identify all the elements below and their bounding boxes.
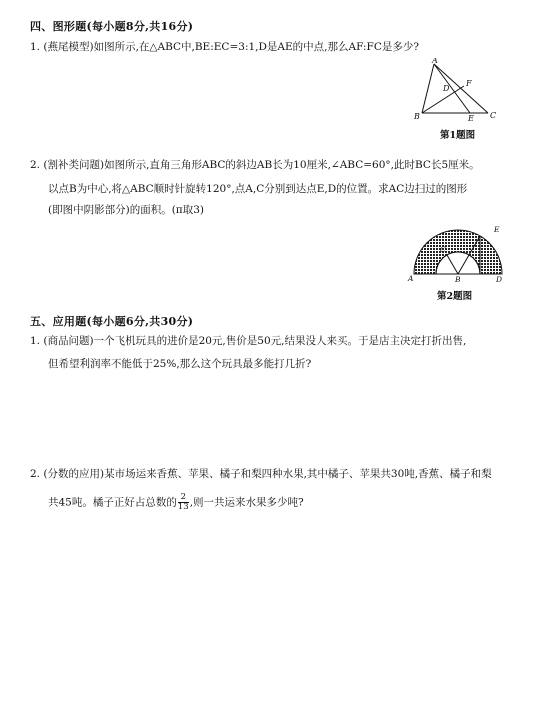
q4-2-line3: (即图中阴影部分)的面积。(π取3): [48, 204, 204, 216]
q5-1-line2: 但希望利润率不能低于25%,那么这个玩具最多能打几折?: [48, 358, 312, 370]
q5-1-text-line1: [30, 334, 466, 348]
q5-1-line1: (商品问题)一个飞机玩具的进价是20元,售价是50元,结果没人来买。于是店主决定打折出售,: [43, 335, 467, 347]
label-b: B: [414, 112, 420, 121]
label-c: C: [440, 245, 446, 254]
segment-bc: [447, 255, 458, 274]
q4-2-caption: 第2题图: [437, 291, 473, 302]
q4-1-text: [30, 40, 419, 54]
label-c: C: [490, 111, 497, 120]
label-b: B: [455, 275, 461, 284]
q4-1-number: 1.: [30, 41, 41, 53]
q5-2-line1: (分数的应用)某市场运来香蕉、苹果、橘子和梨四种水果,其中橘子、苹果共30吨,香蕉、橘子和梨: [43, 468, 492, 480]
label-f: F: [466, 79, 472, 88]
q4-1-figure: [412, 58, 502, 122]
label-e: E: [494, 225, 500, 234]
q5-1-number: 1.: [30, 335, 41, 347]
q5-2-number: 2.: [30, 468, 41, 480]
q5-2-line2-before: 共45吨。橘子正好占总数的: [48, 496, 177, 509]
label-a: A: [432, 58, 438, 65]
edge-ab: [422, 64, 434, 113]
q4-2-line2: 以点B为中心,将△ABC顺时针旋转120°,点A,C分别到达点E,D的位置。求AC边扫过的图形: [48, 183, 468, 195]
q4-2-number: 2.: [30, 159, 41, 171]
label-a: A: [408, 274, 414, 283]
fraction-denominator: 13: [177, 502, 189, 512]
q4-1-caption: 第1题图: [440, 130, 476, 141]
q4-2-text-line1: [30, 158, 480, 172]
q5-2-text-line1: [30, 467, 492, 481]
fraction-numerator: 2: [178, 493, 189, 503]
label-e: E: [468, 114, 474, 122]
segment-ae: [434, 64, 470, 113]
label-d: D: [496, 275, 503, 284]
q4-1-line1: (燕尾模型)如图所示,在△ABC中,BE:EC=3:1,D是AE的中点,那么AF:FC是多少?: [43, 41, 419, 53]
label-d: D: [443, 84, 450, 93]
q4-2-figure: [406, 218, 506, 284]
q5-2-line2-after: ,则一共运来水果多少吨?: [189, 496, 304, 509]
fraction-two-thirteenths: [178, 493, 189, 512]
q5-2-line2: [48, 493, 304, 512]
section5-title: 五、应用题(每小题6分,共30分): [30, 315, 194, 328]
section4-title: 四、图形题(每小题8分,共16分): [30, 20, 194, 33]
q4-2-line1: (割补类问题)如图所示,直角三角形ABC的斜边AB长为10厘米,∠ABC=60°,此时BC长5厘米。: [43, 159, 480, 171]
